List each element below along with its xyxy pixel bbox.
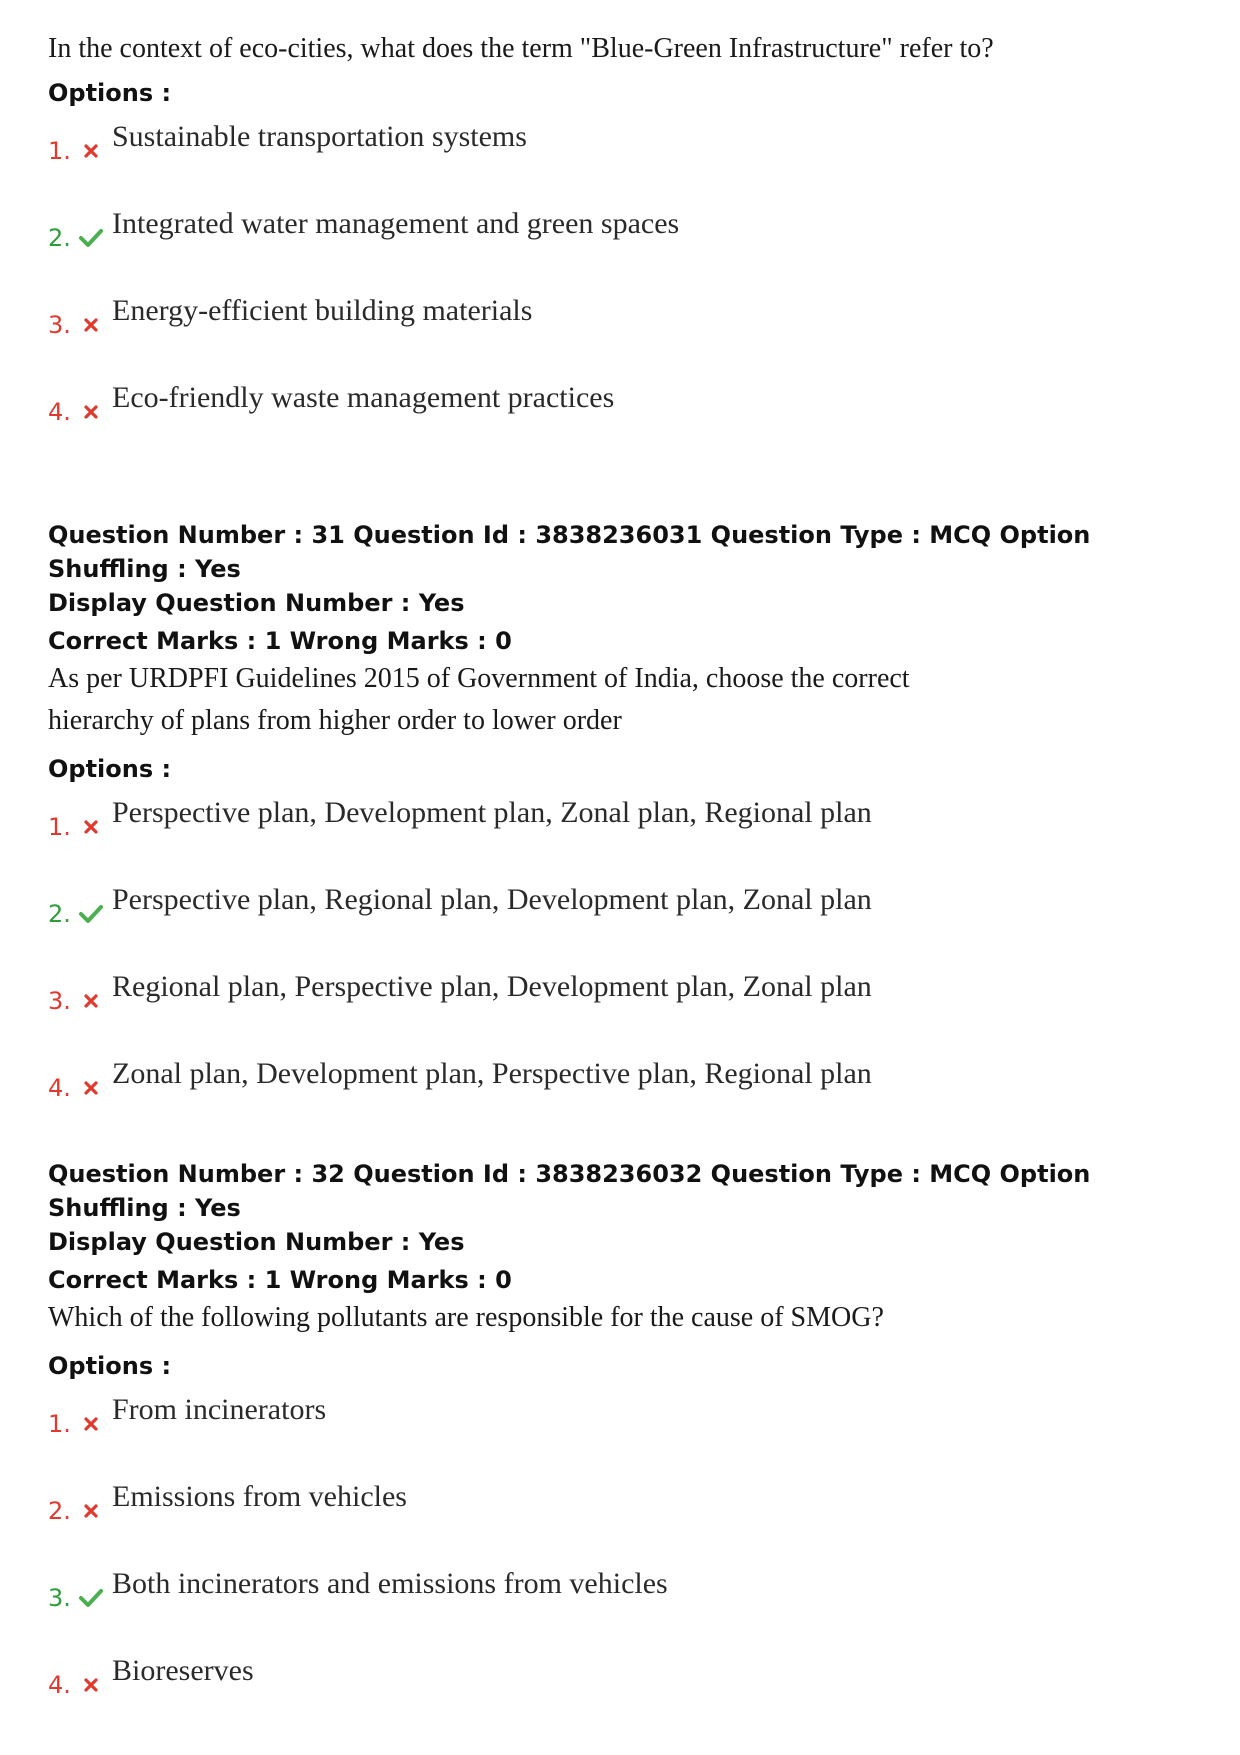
option-1 — [48, 114, 1208, 170]
option-3 — [48, 933, 1208, 1020]
cross-icon — [78, 308, 104, 344]
check-icon — [78, 1581, 104, 1617]
cross-icon — [78, 134, 104, 170]
option-text: Energy-efficient building materials — [112, 294, 533, 327]
check-icon — [78, 897, 104, 933]
option-number: 2. — [48, 900, 71, 928]
option-text: Sustainable transportation systems — [112, 120, 527, 153]
options-label: Options : — [48, 755, 172, 783]
cross-icon — [78, 1407, 104, 1443]
option-number: 2. — [48, 224, 71, 252]
question-text-line-1: As per URDPFI Guidelines 2015 of Government of India, choose the correct — [48, 663, 910, 694]
option-1 — [48, 790, 1208, 846]
option-number: 1. — [48, 813, 71, 841]
option-text: Perspective plan, Regional plan, Development plan, Zonal plan — [112, 883, 872, 916]
question-text: Which of the following pollutants are responsible for the cause of SMOG? — [48, 1302, 884, 1333]
option-text: Both incinerators and emissions from vehicles — [112, 1567, 668, 1600]
question-32 — [48, 1157, 1208, 1704]
options-list — [48, 1387, 1208, 1704]
option-4 — [48, 344, 1208, 431]
option-number: 4. — [48, 398, 71, 426]
question-meta: Question Number : 31 Question Id : 3838236031 Question Type : MCQ Option Shuffling : Yes — [48, 521, 1091, 583]
option-number: 1. — [48, 1410, 71, 1438]
option-text: Integrated water management and green spaces — [112, 207, 680, 240]
option-2 — [48, 846, 1208, 933]
display-question-number: Display Question Number : Yes — [48, 1228, 465, 1256]
cross-icon — [78, 1668, 104, 1704]
question-text: In the context of eco-cities, what does the term "Blue-Green Infrastructure" refer to? — [48, 33, 994, 64]
option-number: 1. — [48, 137, 71, 165]
option-text: Regional plan, Perspective plan, Development plan, Zonal plan — [112, 970, 872, 1003]
option-number: 4. — [48, 1074, 71, 1102]
option-text: Zonal plan, Development plan, Perspective plan, Regional plan — [112, 1057, 872, 1090]
question-meta: Question Number : 32 Question Id : 3838236032 Question Type : MCQ Option Shuffling : Yes — [48, 1160, 1091, 1222]
option-2 — [48, 1443, 1208, 1530]
marks-info: Correct Marks : 1 Wrong Marks : 0 — [48, 627, 512, 655]
options-label: Options : — [48, 1352, 172, 1380]
cross-icon — [78, 1071, 104, 1107]
marks-info: Correct Marks : 1 Wrong Marks : 0 — [48, 1266, 512, 1294]
cross-icon — [78, 984, 104, 1020]
display-question-number: Display Question Number : Yes — [48, 589, 465, 617]
option-1 — [48, 1387, 1208, 1443]
option-number: 3. — [48, 311, 71, 339]
option-2 — [48, 170, 1208, 257]
option-number: 4. — [48, 1671, 71, 1699]
option-text: Emissions from vehicles — [112, 1480, 407, 1513]
option-number: 2. — [48, 1497, 71, 1525]
cross-icon — [78, 395, 104, 431]
option-number: 3. — [48, 987, 71, 1015]
option-3 — [48, 257, 1208, 344]
option-text: Eco-friendly waste management practices — [112, 381, 615, 414]
options-list — [48, 790, 1208, 1107]
option-4 — [48, 1020, 1208, 1107]
option-text: Bioreserves — [112, 1654, 254, 1687]
option-text: From incinerators — [112, 1393, 327, 1426]
options-label: Options : — [48, 79, 172, 107]
options-list — [48, 114, 1208, 431]
check-icon — [78, 221, 104, 257]
question-31 — [48, 518, 1208, 1107]
cross-icon — [78, 1494, 104, 1530]
option-number: 3. — [48, 1584, 71, 1612]
option-text: Perspective plan, Development plan, Zonal plan, Regional plan — [112, 796, 872, 829]
question-30 — [48, 28, 1208, 431]
question-text-line-2: hierarchy of plans from higher order to lower order — [48, 705, 622, 736]
option-4 — [48, 1617, 1208, 1704]
cross-icon — [78, 810, 104, 846]
option-3 — [48, 1530, 1208, 1617]
